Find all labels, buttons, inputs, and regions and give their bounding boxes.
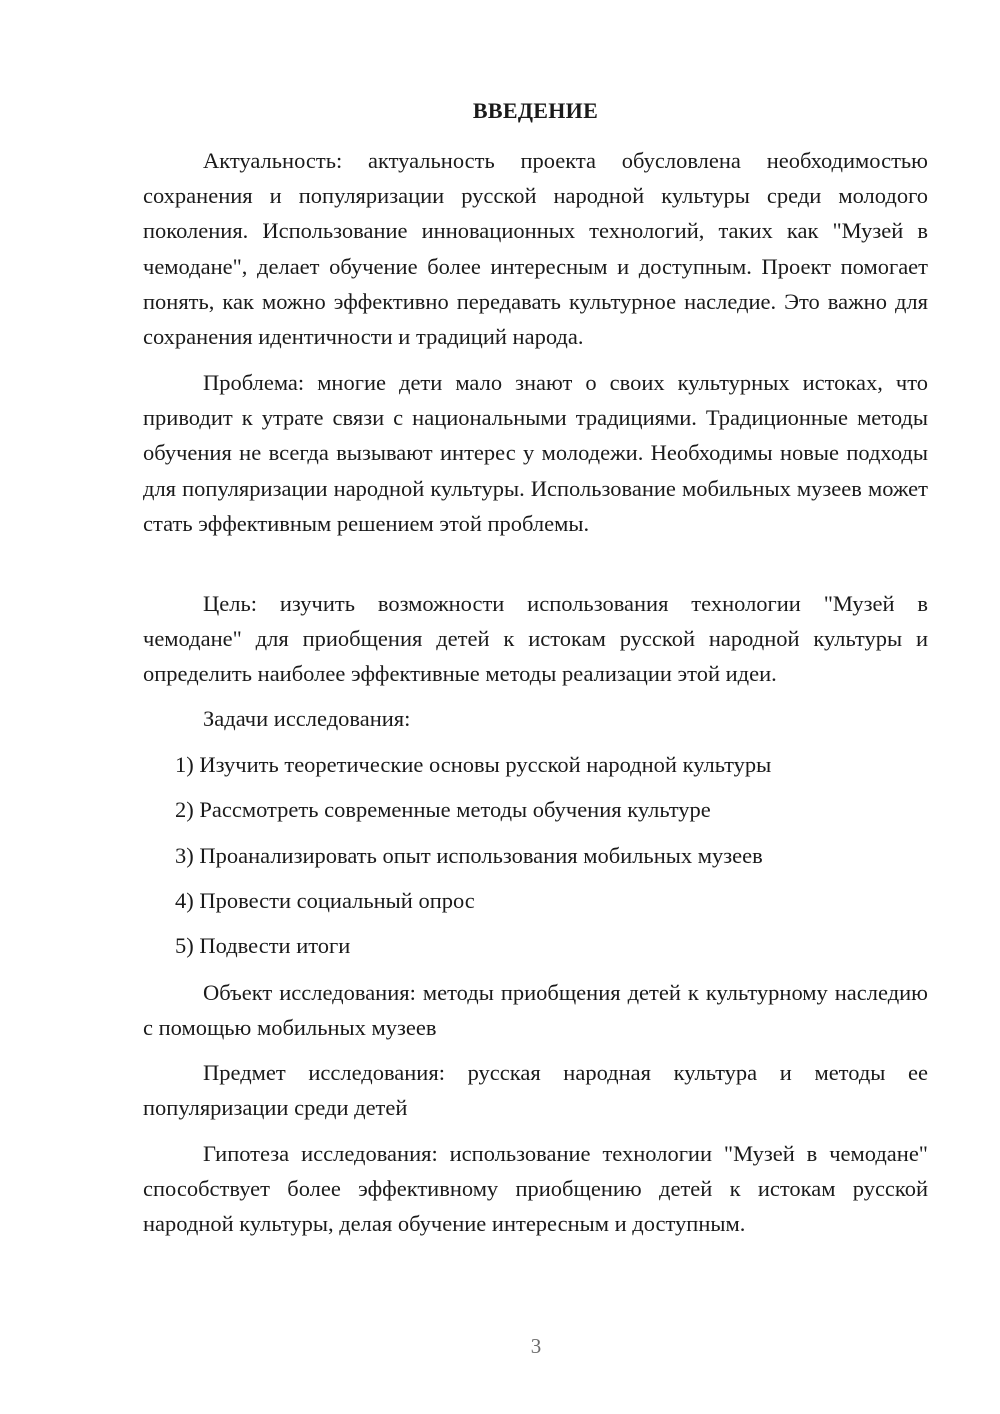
tasks-title: Задачи исследования:: [203, 706, 411, 731]
paragraph-hypothesis: Гипотеза исследования: использование технологии "Музей в чемодане" способствует более эффективному приобщению детей к истокам русской народной культуры, делая обучение интересным и доступным.: [143, 1141, 928, 1237]
paragraph-relevance: Актуальность: актуальность проекта обусловлена необходимостью сохранения и популяризации русской народной культуры среди молодого поколения. Использование инновационных технологий, таких как "Музей в чемодане", делает обучение более интересным и доступным. Проект помогает понять, как можно эффективно передавать культурное наследие. Это важно для сохранения идентичности и традиций народа.: [143, 148, 928, 350]
task-item-4: 4) Провести социальный опрос: [175, 888, 475, 913]
paragraph-subject: Предмет исследования: русская народная культура и методы ее популяризации среди детей: [143, 1060, 928, 1121]
task-item-5: 5) Подвести итоги: [175, 933, 351, 958]
task-item-1: 1) Изучить теоретические основы русской народной культуры: [175, 752, 772, 777]
page-heading: ВВЕДЕНИЕ: [472, 98, 599, 123]
paragraph-problem: Проблема: многие дети мало знают о своих культурных истоках, что приводит к утрате связи с национальными традициями. Традиционные методы обучения не всегда вызывают интерес у молодежи. Необходимы новые подходы для популяризации народной культуры. Использование мобильных музеев может стать эффективным решением этой проблемы.: [143, 370, 928, 536]
paragraph-object: Объект исследования: методы приобщения детей к культурному наследию с помощью мобильных музеев: [143, 980, 928, 1041]
page-number: 3: [530, 1334, 542, 1358]
task-item-2: 2) Рассмотреть современные методы обучения культуре: [175, 797, 711, 822]
paragraph-goal: Цель: изучить возможности использования технологии "Музей в чемодане" для приобщения детей к истокам русской народной культуры и определить наиболее эффективные методы реализации этой идеи.: [143, 591, 928, 687]
task-item-3: 3) Проанализировать опыт использования мобильных музеев: [175, 843, 763, 868]
